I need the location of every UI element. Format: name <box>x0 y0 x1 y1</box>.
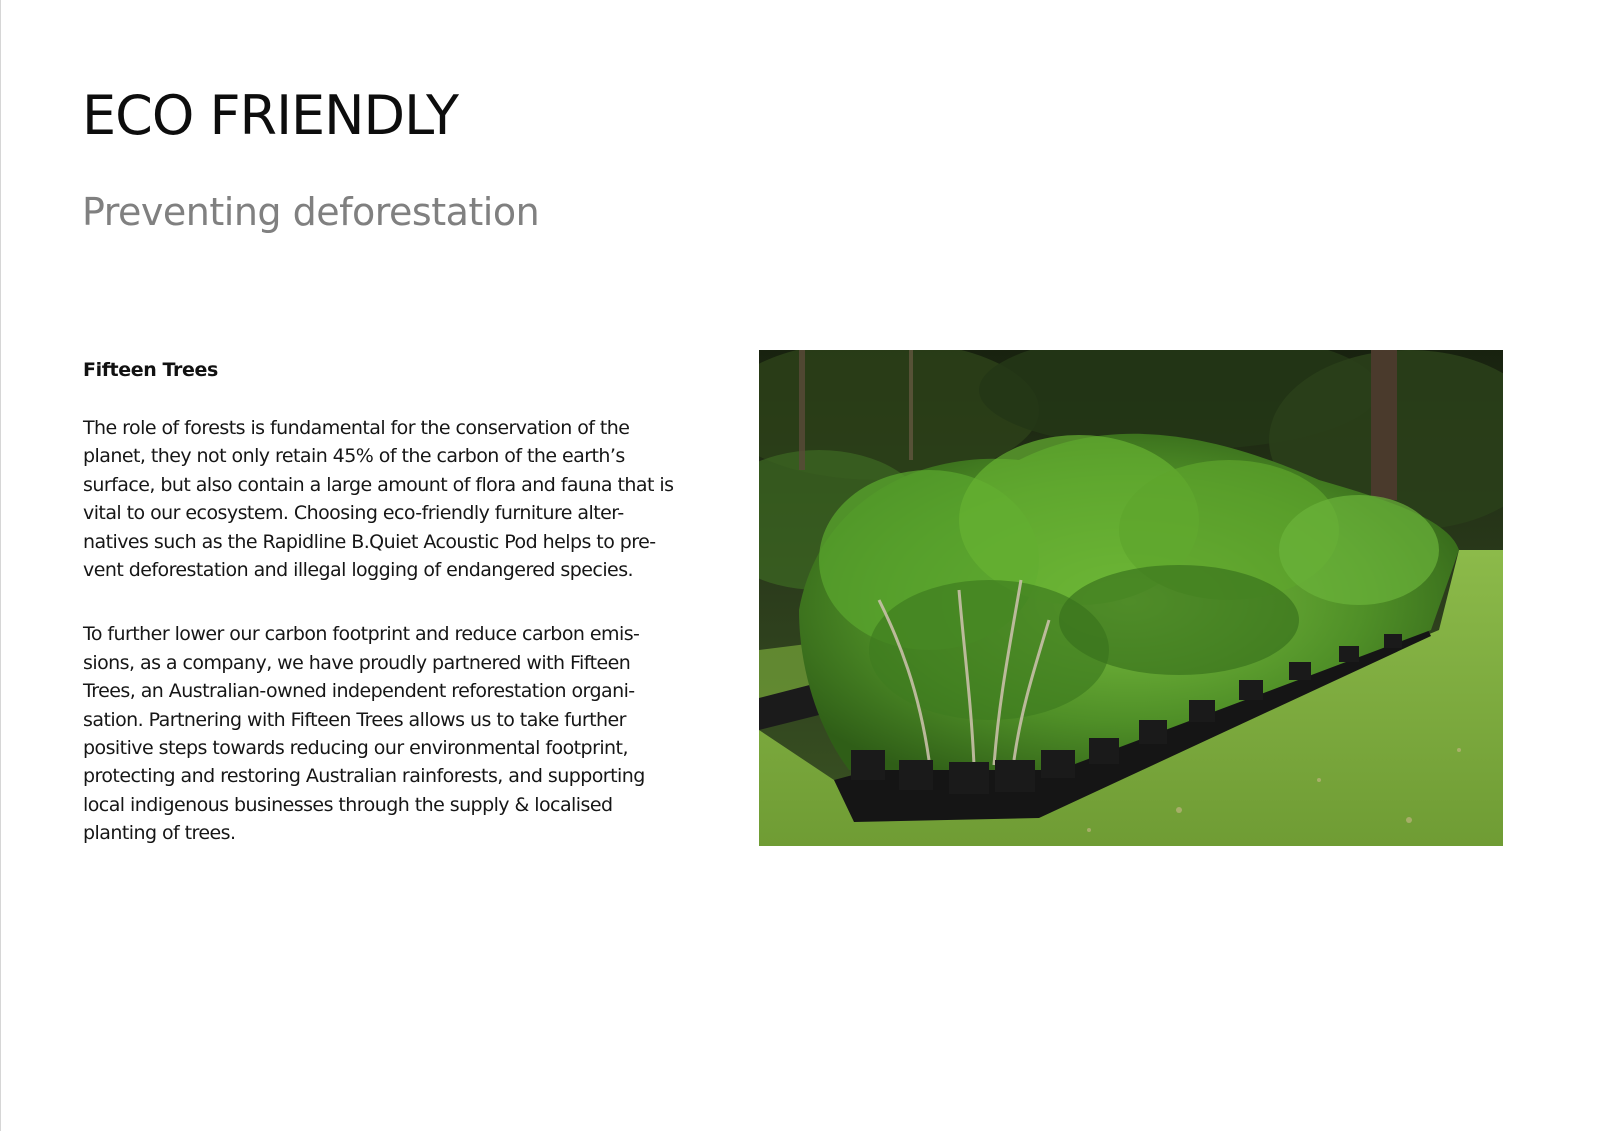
page-left-border <box>0 0 1 1131</box>
seedlings-photo <box>759 350 1503 846</box>
section-heading: Fifteen Trees <box>83 359 218 381</box>
seedlings-illustration <box>759 350 1503 846</box>
page-title: ECO FRIENDLY <box>82 84 458 147</box>
paragraph-partnership: To further lower our carbon footprint and reduce carbon emis-sions, as a company, we have proudly partnered with Fifteen Trees, an Australian-owned independent reforestation organi-sation. Partnering with Fifteen Trees allows us to take further positive steps towards reducing our environmental footprint, protecting and restoring Australian rainforests, and supporting local indigenous businesses through the supply & localised planting of trees. <box>83 623 645 845</box>
paragraph-forests: The role of forests is fundamental for the conservation of the planet, they not only retain 45% of the carbon of the earth’s surface, but also contain a large amount of flora and fauna that is vital to our ecosystem. Choosing eco-friendly furniture alter-natives such as the Rapidline B.Quiet Acoustic Pod helps to pre-vent deforestation and illegal logging of endangered species. <box>83 417 674 582</box>
fifteen-trees-section <box>83 356 683 848</box>
page-subtitle: Preventing deforestation <box>82 190 540 234</box>
